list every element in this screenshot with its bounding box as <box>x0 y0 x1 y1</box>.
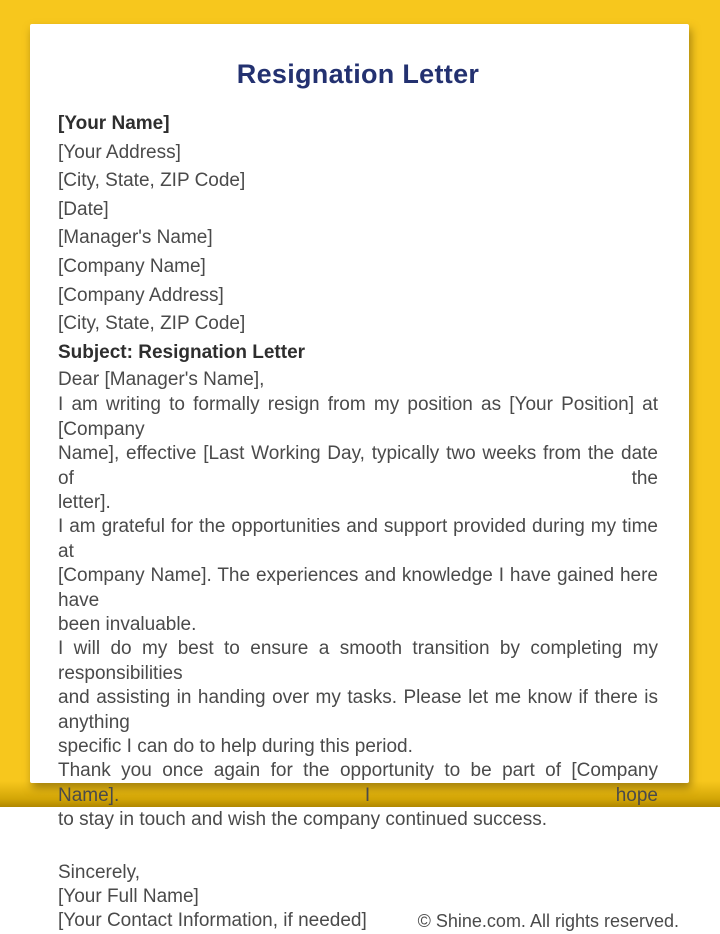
date-line: [Date] <box>58 198 109 220</box>
paragraph-line: I am grateful for the opportunities and support provided during my time at <box>58 516 658 562</box>
paragraph-line: Name], effective [Last Working Day, typically two weeks from the date of the <box>58 443 658 489</box>
sender-address-line: [Your Address] <box>58 141 181 163</box>
company-city-line: [City, State, ZIP Code] <box>58 313 246 335</box>
subject-line: Subject: Resignation Letter <box>58 341 306 363</box>
paragraph-line: [Company Name]. The experiences and knowledge I have gained here have <box>58 565 658 611</box>
paragraph-line: and assisting in handing over my tasks. Please let me know if there is anything <box>58 687 658 733</box>
company-name-line: [Company Name] <box>58 255 206 277</box>
closing-last-row <box>58 909 679 933</box>
closing-full-name: [Your Full Name] <box>58 886 199 908</box>
page-title: Resignation Letter <box>236 59 480 89</box>
paragraph-line: to stay in touch and wish the company continued success. <box>58 809 547 831</box>
closing-block <box>58 861 679 934</box>
paragraph-line: Thank you once again for the opportunity to be part of [Company Name]. I hope <box>58 760 658 806</box>
paragraph-line: letter]. <box>58 491 111 513</box>
letter-body <box>58 393 658 832</box>
company-address-line: [Company Address] <box>58 284 224 306</box>
copyright-notice: © Shine.com. All rights reserved. <box>417 911 679 932</box>
salutation: Dear [Manager's Name], <box>58 369 265 391</box>
paragraph-line: specific I can do to help during this period. <box>58 736 413 758</box>
sender-city-line: [City, State, ZIP Code] <box>58 170 246 192</box>
sender-name-line: [Your Name] <box>58 113 170 134</box>
closing-sincerely: Sincerely, <box>58 861 141 883</box>
paragraph-line: I will do my best to ensure a smooth transition by completing my responsibilities <box>58 638 658 684</box>
manager-name-line: [Manager's Name] <box>58 227 213 249</box>
paragraph-line: been invaluable. <box>58 614 197 635</box>
address-block <box>58 110 658 367</box>
closing-contact-info: [Your Contact Information, if needed] <box>58 910 367 932</box>
paragraph-line: I am writing to formally resign from my position as [Your Position] at [Company <box>58 394 658 440</box>
letter-card <box>30 24 689 932</box>
